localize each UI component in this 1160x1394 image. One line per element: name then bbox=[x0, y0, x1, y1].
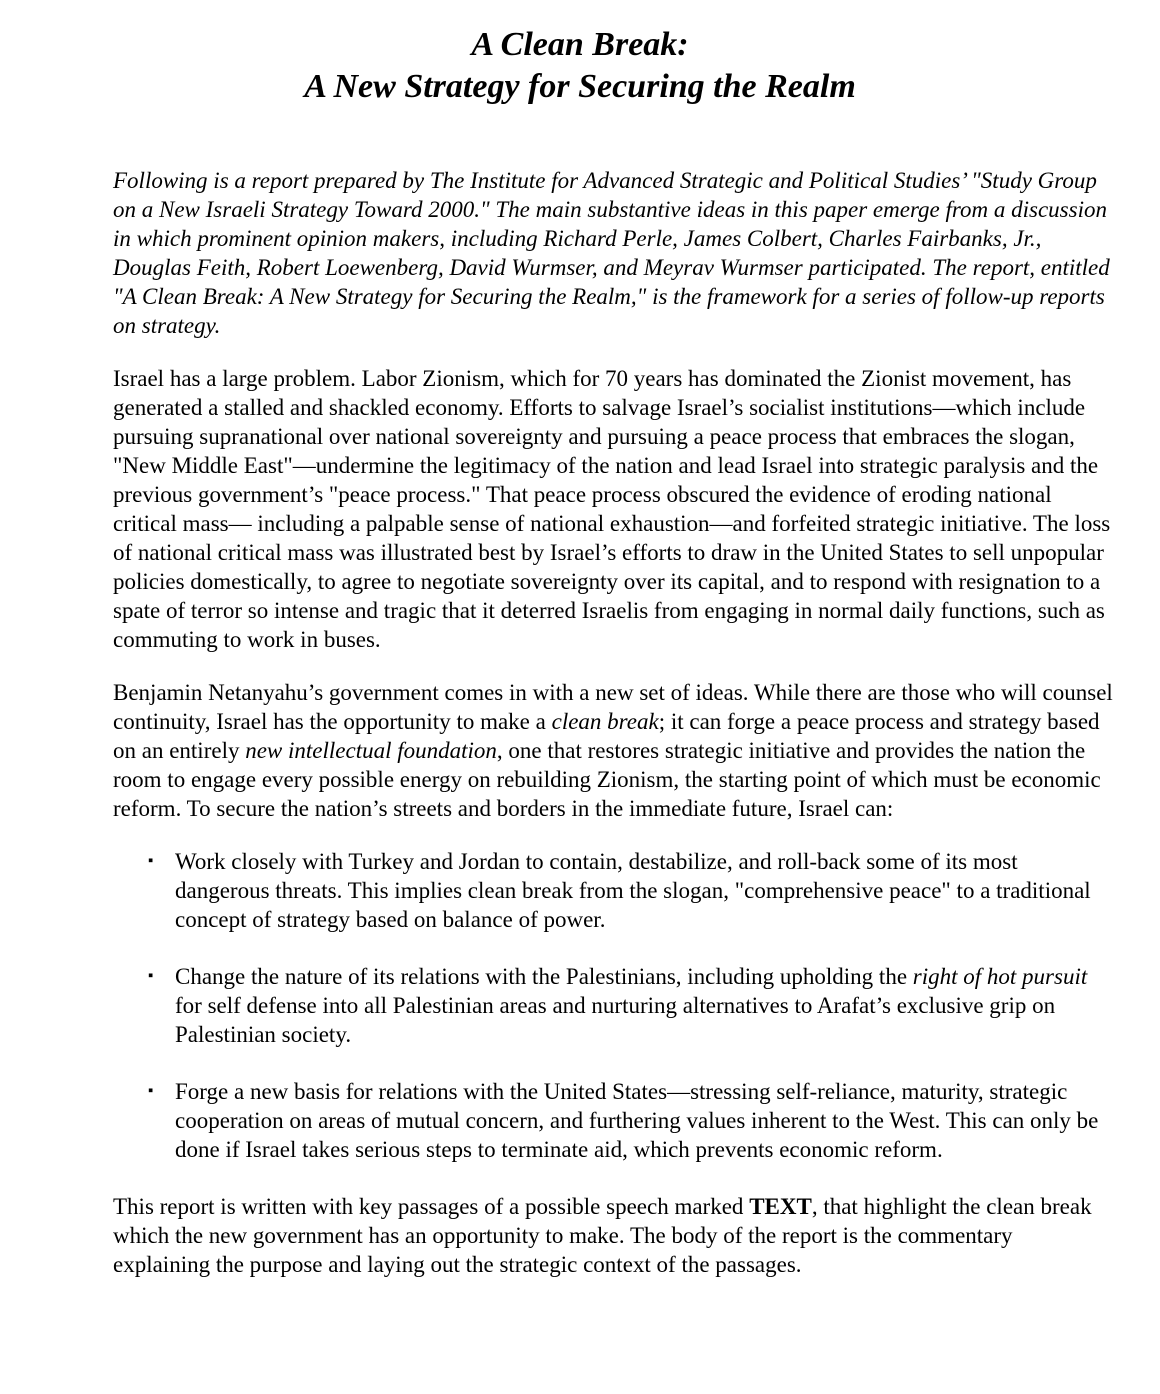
bullet-square-icon: ▪ bbox=[148, 1083, 154, 1099]
bullet-list bbox=[113, 847, 1115, 1164]
bullet-item-1 bbox=[113, 847, 1115, 934]
intro-paragraph: Following is a report prepared by The Institute for Advanced Strategic and Political Studies’ "Study Group on a New Israeli Strategy Toward 2000." The main substantive ideas in this paper emerge from a discussion in which prominent opinion makers, including Richard Perle, James Colbert, Charles Fairbanks, Jr., Douglas Feith, Robert Loewenberg, David Wurmser, and Meyrav Wurmser participated. The report, entitled "A Clean Break: A New Strategy for Securing the Realm," is the framework for a series of follow-up reports on strategy. bbox=[113, 168, 1110, 338]
bullet-square-icon: ▪ bbox=[148, 968, 154, 984]
bullet-item-3 bbox=[113, 1077, 1115, 1164]
bullet-square-icon: ▪ bbox=[148, 853, 154, 869]
page-title bbox=[0, 0, 1160, 108]
body-paragraph-1: Israel has a large problem. Labor Zionism, which for 70 years has dominated the Zionist movement, has generated a stalled and shackled economy. Efforts to salvage Israel’s socialist institutions—which include pursuing supranational over national sovereignty and pursuing a peace process that embraces the slogan, "New Middle East"—undermine the legitimacy of the nation and lead Israel into strategic paralysis and the previous government’s "peace process." That peace process obscured the evidence of eroding national critical mass— including a palpable sense of national exhaustion—and forfeited strategic initiative. The loss of national critical mass was illustrated best by Israel’s efforts to draw in the United States to sell unpopular policies domestically, to agree to negotiate sovereignty over its capital, and to respond with resignation to a spate of terror so intense and tragic that it deterred Israelis from engaging in normal daily functions, such as commuting to work in buses. bbox=[113, 366, 1111, 652]
body-paragraph-2: Benjamin Netanyahu’s government comes in with a new set of ideas. While there are those who will counsel continuity, Israel has the opportunity to make a clean break; it can forge a peace process and strategy based on an entirely new intellectual foundation, one that restores strategic initiative and provides the nation the room to engage every possible energy on rebuilding Zionism, the starting point of which must be economic reform. To secure the nation’s streets and borders in the immediate future, Israel can: bbox=[113, 680, 1113, 821]
bullet-text-1: Work closely with Turkey and Jordan to contain, destabilize, and roll-back some of its most dangerous threats. This implies clean break from the slogan, "comprehensive peace" to a traditional concept of strategy based on balance of power. bbox=[175, 849, 1091, 932]
page-title-line-2: A New Strategy for Securing the Realm bbox=[304, 68, 856, 105]
bullet-text-3: Forge a new basis for relations with the United States—stressing self-reliance, maturity, strategic cooperation on areas of mutual concern, and furthering values inherent to the West. This can only be done if Israel takes serious steps to terminate aid, which prevents economic reform. bbox=[175, 1079, 1099, 1162]
page-title-line-1: A Clean Break: bbox=[471, 26, 689, 63]
bullet-text-2: Change the nature of its relations with the Palestinians, including upholding the right of hot pursuit for self defense into all Palestinian areas and nurturing alternatives to Arafat’s exclusive grip on Palestinian society. bbox=[175, 964, 1088, 1047]
closing-paragraph: This report is written with key passages of a possible speech marked TEXT, that highlight the clean break which the new government has an opportunity to make. The body of the report is the commentary explaining the purpose and laying out the strategic context of the passages. bbox=[113, 1194, 1092, 1277]
document-body bbox=[0, 166, 1160, 1279]
bullet-item-2 bbox=[113, 962, 1115, 1049]
